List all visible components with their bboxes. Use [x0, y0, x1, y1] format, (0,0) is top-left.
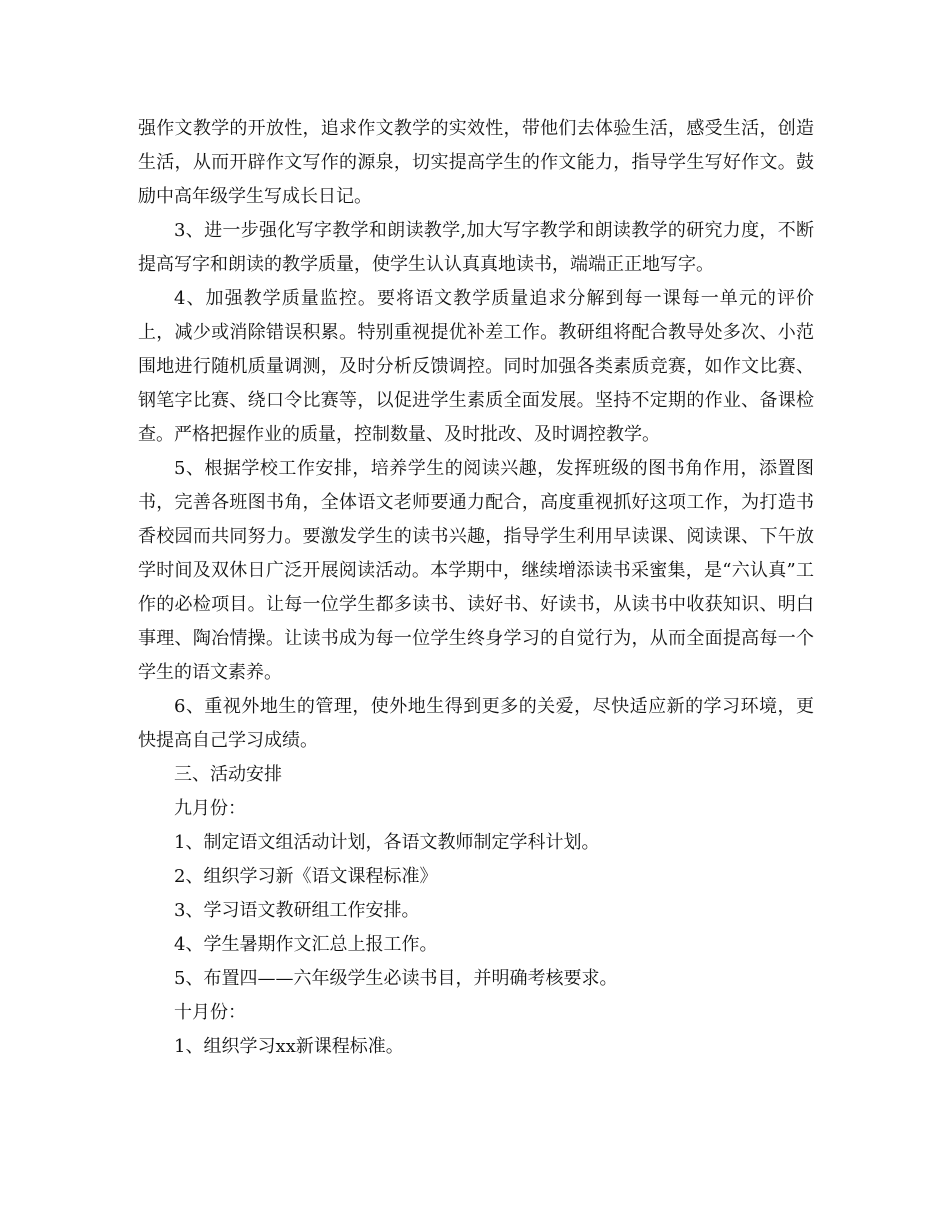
- paragraph-item-4: 4、加强教学质量监控。要将语文教学质量追求分解到每一课每一单元的评价上，减少或消除错误积累。特别重视提优补差工作。教研组将配合教导处多次、小范围地进行随机质量调测，及时分析反馈调控。同时加强各类素质竞赛，如作文比赛、钢笔字比赛、绕口令比赛等，以促进学生素质全面发展。坚持不定期的作业、备课检查。严格把握作业的质量，控制数量、及时批改、及时调控教学。: [138, 288, 814, 445]
- section-heading-activities: 三、活动安排: [174, 764, 282, 785]
- list-item: 3、学习语文教研组工作安排。: [174, 900, 420, 921]
- list-item: 1、组织学习xx新课程标准。: [174, 1036, 404, 1057]
- paragraph-item-5: 5、根据学校工作安排，培养学生的阅读兴趣，发挥班级的图书角作用，添置图书，完善各班图书角，全体语文老师要通力配合，高度重视抓好这项工作，为打造书香校园而共同努力。要激发学生的读书兴趣，指导学生利用早读课、阅读课、下午放学时间及双休日广泛开展阅读活动。本学期中，继续增添读书采蜜集，是“六认真”工作的必检项目。让每一位学生都多读书、读好书、好读书，从读书中收获知识、明白事理、陶冶情操。让读书成为每一位学生终身学习的自觉行为，从而全面提高每一个学生的语文素养。: [138, 458, 814, 683]
- paragraph-continuation: 强作文教学的开放性，追求作文教学的实效性，带他们去体验生活，感受生活，创造生活，从而开辟作文写作的源泉，切实提高学生的作文能力，指导学生写好作文。鼓励中高年级学生写成长日记。: [138, 118, 814, 207]
- paragraph-item-6: 6、重视外地生的管理，使外地生得到更多的关爱，尽快适应新的学习环境，更快提高自己学习成绩。: [138, 696, 814, 751]
- list-item: 1、制定语文组活动计划，各语文教师制定学科计划。: [174, 832, 600, 853]
- month-heading-october: 十月份：: [174, 1002, 246, 1023]
- document-body: [138, 112, 814, 1064]
- month-heading-september: 九月份：: [174, 798, 246, 819]
- list-item: 2、组织学习新《语文课程标准》: [174, 866, 438, 887]
- list-item: 4、学生暑期作文汇总上报工作。: [174, 934, 438, 955]
- list-item: 5、布置四——六年级学生必读书目，并明确考核要求。: [174, 968, 618, 989]
- paragraph-item-3: 3、进一步强化写字教学和朗读教学,加大写字教学和朗读教学的研究力度，不断提高写字和朗读的教学质量，使学生认认真真地读书，端端正正地写字。: [138, 220, 814, 275]
